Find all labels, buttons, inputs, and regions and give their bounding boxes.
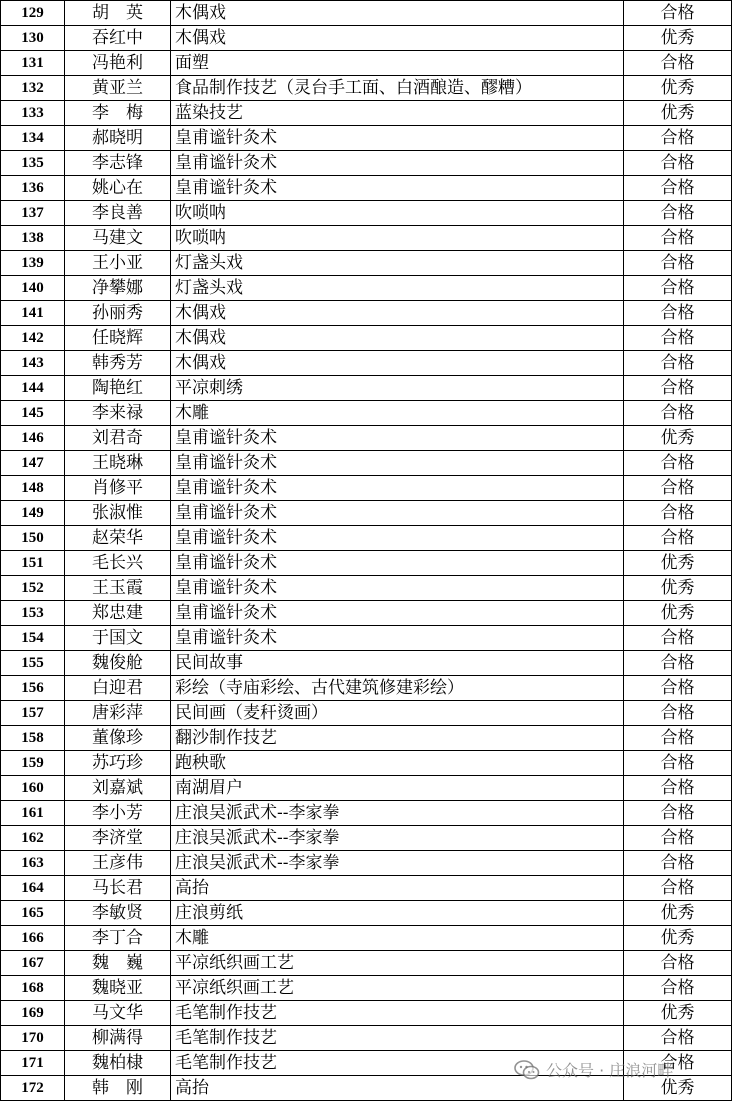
person-name: 魏俊舱 [65,651,171,676]
assessment-result: 优秀 [624,576,732,601]
project-name: 灯盏头戏 [171,251,624,276]
person-name: 王小亚 [65,251,171,276]
project-name: 平凉纸织画工艺 [171,951,624,976]
assessment-result: 合格 [624,126,732,151]
project-name: 皇甫谧针灸术 [171,526,624,551]
assessment-result: 优秀 [624,901,732,926]
project-name: 皇甫谧针灸术 [171,476,624,501]
table-row [1,351,732,376]
assessment-result: 优秀 [624,76,732,101]
project-name: 木雕 [171,401,624,426]
row-number: 168 [1,976,65,1001]
person-name: 李来禄 [65,401,171,426]
assessment-result: 合格 [624,301,732,326]
table-row [1,176,732,201]
project-name: 皇甫谧针灸术 [171,451,624,476]
person-name: 胡 英 [65,1,171,26]
person-name: 陶艳红 [65,376,171,401]
table-row [1,526,732,551]
assessment-result: 合格 [624,1,732,26]
project-name: 平凉刺绣 [171,376,624,401]
assessment-result: 合格 [624,526,732,551]
assessment-result: 优秀 [624,551,732,576]
row-number: 135 [1,151,65,176]
table-row [1,276,732,301]
person-name: 马长君 [65,876,171,901]
assessment-result: 合格 [624,726,732,751]
table-row [1,901,732,926]
table-row [1,51,732,76]
table-row [1,1076,732,1101]
table-row [1,676,732,701]
person-name: 姚心在 [65,176,171,201]
row-number: 155 [1,651,65,676]
project-name: 木偶戏 [171,351,624,376]
table-row [1,401,732,426]
person-name: 唐彩萍 [65,701,171,726]
project-name: 木雕 [171,926,624,951]
project-name: 皇甫谧针灸术 [171,501,624,526]
project-name: 蓝染技艺 [171,101,624,126]
table-row [1,151,732,176]
row-number: 140 [1,276,65,301]
row-number: 137 [1,201,65,226]
person-name: 净攀娜 [65,276,171,301]
assessment-result: 合格 [624,451,732,476]
assessment-result: 合格 [624,1026,732,1051]
person-name: 肖修平 [65,476,171,501]
table-row [1,476,732,501]
project-name: 南湖眉户 [171,776,624,801]
assessment-result: 合格 [624,326,732,351]
table-row [1,726,732,751]
person-name: 李 梅 [65,101,171,126]
assessment-result: 合格 [624,826,732,851]
assessment-result: 合格 [624,501,732,526]
table-row [1,801,732,826]
assessment-result: 合格 [624,376,732,401]
project-name: 食品制作技艺（灵台手工面、白酒酿造、醪糟） [171,76,624,101]
row-number: 162 [1,826,65,851]
table-row [1,251,732,276]
project-name: 高抬 [171,876,624,901]
project-name: 皇甫谧针灸术 [171,426,624,451]
person-name: 任晓辉 [65,326,171,351]
row-number: 145 [1,401,65,426]
assessment-result: 优秀 [624,101,732,126]
row-number: 165 [1,901,65,926]
row-number: 129 [1,1,65,26]
table-row [1,701,732,726]
watermark-text: 公众号 · 庄浪河畔 [546,1061,674,1080]
row-number: 148 [1,476,65,501]
project-name: 皇甫谧针灸术 [171,551,624,576]
table-row [1,126,732,151]
row-number: 159 [1,751,65,776]
table-row [1,101,732,126]
person-name: 王晓琳 [65,451,171,476]
assessment-result: 优秀 [624,426,732,451]
person-name: 韩 刚 [65,1076,171,1101]
table-row [1,751,732,776]
project-name: 彩绘（寺庙彩绘、古代建筑修建彩绘） [171,676,624,701]
row-number: 171 [1,1051,65,1076]
table-row [1,876,732,901]
person-name: 张淑惟 [65,501,171,526]
row-number: 143 [1,351,65,376]
project-name: 毛笔制作技艺 [171,1051,624,1076]
row-number: 153 [1,601,65,626]
assessment-result: 合格 [624,801,732,826]
assessment-result: 优秀 [624,926,732,951]
project-name: 跑秧歌 [171,751,624,776]
table-row [1,76,732,101]
row-number: 164 [1,876,65,901]
person-name: 郑忠建 [65,601,171,626]
row-number: 139 [1,251,65,276]
row-number: 144 [1,376,65,401]
assessment-result: 合格 [624,676,732,701]
table-row [1,1026,732,1051]
assessment-result: 优秀 [624,601,732,626]
row-number: 161 [1,801,65,826]
table-row [1,226,732,251]
person-name: 李济堂 [65,826,171,851]
assessment-result: 合格 [624,476,732,501]
table-row [1,926,732,951]
table-row [1,326,732,351]
row-number: 141 [1,301,65,326]
project-name: 面塑 [171,51,624,76]
table-row [1,1,732,26]
table-row [1,601,732,626]
assessment-result: 合格 [624,876,732,901]
table-row [1,626,732,651]
project-name: 皇甫谧针灸术 [171,176,624,201]
project-name: 庄浪剪纸 [171,901,624,926]
project-name: 毛笔制作技艺 [171,1026,624,1051]
project-name: 木偶戏 [171,26,624,51]
project-name: 高抬 [171,1076,624,1101]
table-row [1,426,732,451]
assessment-result: 优秀 [624,1076,732,1101]
project-name: 翻沙制作技艺 [171,726,624,751]
table-row [1,1001,732,1026]
assessment-result: 合格 [624,351,732,376]
table-row [1,651,732,676]
project-name: 皇甫谧针灸术 [171,601,624,626]
assessment-result: 合格 [624,951,732,976]
table-row [1,201,732,226]
assessment-result: 优秀 [624,1001,732,1026]
assessment-result: 合格 [624,701,732,726]
row-number: 151 [1,551,65,576]
person-name: 柳满得 [65,1026,171,1051]
row-number: 154 [1,626,65,651]
project-name: 皇甫谧针灸术 [171,151,624,176]
project-name: 民间故事 [171,651,624,676]
row-number: 160 [1,776,65,801]
person-name: 毛长兴 [65,551,171,576]
person-name: 李敏贤 [65,901,171,926]
assessment-result: 合格 [624,651,732,676]
row-number: 152 [1,576,65,601]
person-name: 李小芳 [65,801,171,826]
person-name: 魏晓亚 [65,976,171,1001]
person-name: 李志锋 [65,151,171,176]
project-name: 毛笔制作技艺 [171,1001,624,1026]
assessment-result: 合格 [624,276,732,301]
person-name: 黄亚兰 [65,76,171,101]
project-name: 皇甫谧针灸术 [171,126,624,151]
person-name: 刘嘉斌 [65,776,171,801]
project-name: 皇甫谧针灸术 [171,626,624,651]
assessment-result: 合格 [624,626,732,651]
row-number: 157 [1,701,65,726]
table-row [1,951,732,976]
row-number: 131 [1,51,65,76]
project-name: 庄浪吴派武术--李家拳 [171,826,624,851]
person-name: 吞红中 [65,26,171,51]
row-number: 167 [1,951,65,976]
person-name: 王玉霞 [65,576,171,601]
row-number: 134 [1,126,65,151]
row-number: 146 [1,426,65,451]
project-name: 木偶戏 [171,326,624,351]
person-name: 赵荣华 [65,526,171,551]
person-name: 马建文 [65,226,171,251]
project-name: 庄浪吴派武术--李家拳 [171,851,624,876]
row-number: 132 [1,76,65,101]
table-row [1,851,732,876]
project-name: 皇甫谧针灸术 [171,576,624,601]
assessment-result: 合格 [624,151,732,176]
person-name: 董像珍 [65,726,171,751]
assessment-result: 合格 [624,251,732,276]
assessment-result: 合格 [624,176,732,201]
assessment-result: 合格 [624,201,732,226]
assessment-result: 合格 [624,51,732,76]
project-name: 灯盏头戏 [171,276,624,301]
assessment-result: 合格 [624,226,732,251]
assessment-result: 合格 [624,1051,732,1076]
person-name: 王彦伟 [65,851,171,876]
person-name: 于国文 [65,626,171,651]
table-body [1,1,732,1101]
row-number: 163 [1,851,65,876]
table-row [1,301,732,326]
table-row [1,826,732,851]
assessment-result: 合格 [624,976,732,1001]
row-number: 166 [1,926,65,951]
row-number: 169 [1,1001,65,1026]
assessment-result: 合格 [624,401,732,426]
assessment-result: 合格 [624,776,732,801]
assessment-result: 合格 [624,851,732,876]
table-row [1,776,732,801]
assessment-result: 合格 [624,751,732,776]
project-name: 平凉纸织画工艺 [171,976,624,1001]
table-row [1,976,732,1001]
project-name: 庄浪吴派武术--李家拳 [171,801,624,826]
row-number: 142 [1,326,65,351]
row-number: 130 [1,26,65,51]
row-number: 133 [1,101,65,126]
row-number: 138 [1,226,65,251]
table-row [1,26,732,51]
person-name: 魏柏棣 [65,1051,171,1076]
table-row [1,1051,732,1076]
person-name: 苏巧珍 [65,751,171,776]
person-name: 李丁合 [65,926,171,951]
table-row [1,501,732,526]
project-name: 吹唢呐 [171,201,624,226]
project-name: 吹唢呐 [171,226,624,251]
table-row [1,576,732,601]
person-name: 魏 巍 [65,951,171,976]
row-number: 158 [1,726,65,751]
person-name: 韩秀芳 [65,351,171,376]
row-number: 150 [1,526,65,551]
person-name: 马文华 [65,1001,171,1026]
row-number: 172 [1,1076,65,1101]
project-name: 民间画（麦秆烫画） [171,701,624,726]
person-name: 白迎君 [65,676,171,701]
person-name: 郝晓明 [65,126,171,151]
project-name: 木偶戏 [171,301,624,326]
row-number: 136 [1,176,65,201]
row-number: 170 [1,1026,65,1051]
table-row [1,376,732,401]
person-name: 冯艳利 [65,51,171,76]
person-name: 刘君奇 [65,426,171,451]
project-name: 木偶戏 [171,1,624,26]
row-number: 156 [1,676,65,701]
person-name: 李良善 [65,201,171,226]
table-row [1,551,732,576]
person-name: 孙丽秀 [65,301,171,326]
row-number: 147 [1,451,65,476]
table-row [1,451,732,476]
assessment-result: 优秀 [624,26,732,51]
row-number: 149 [1,501,65,526]
